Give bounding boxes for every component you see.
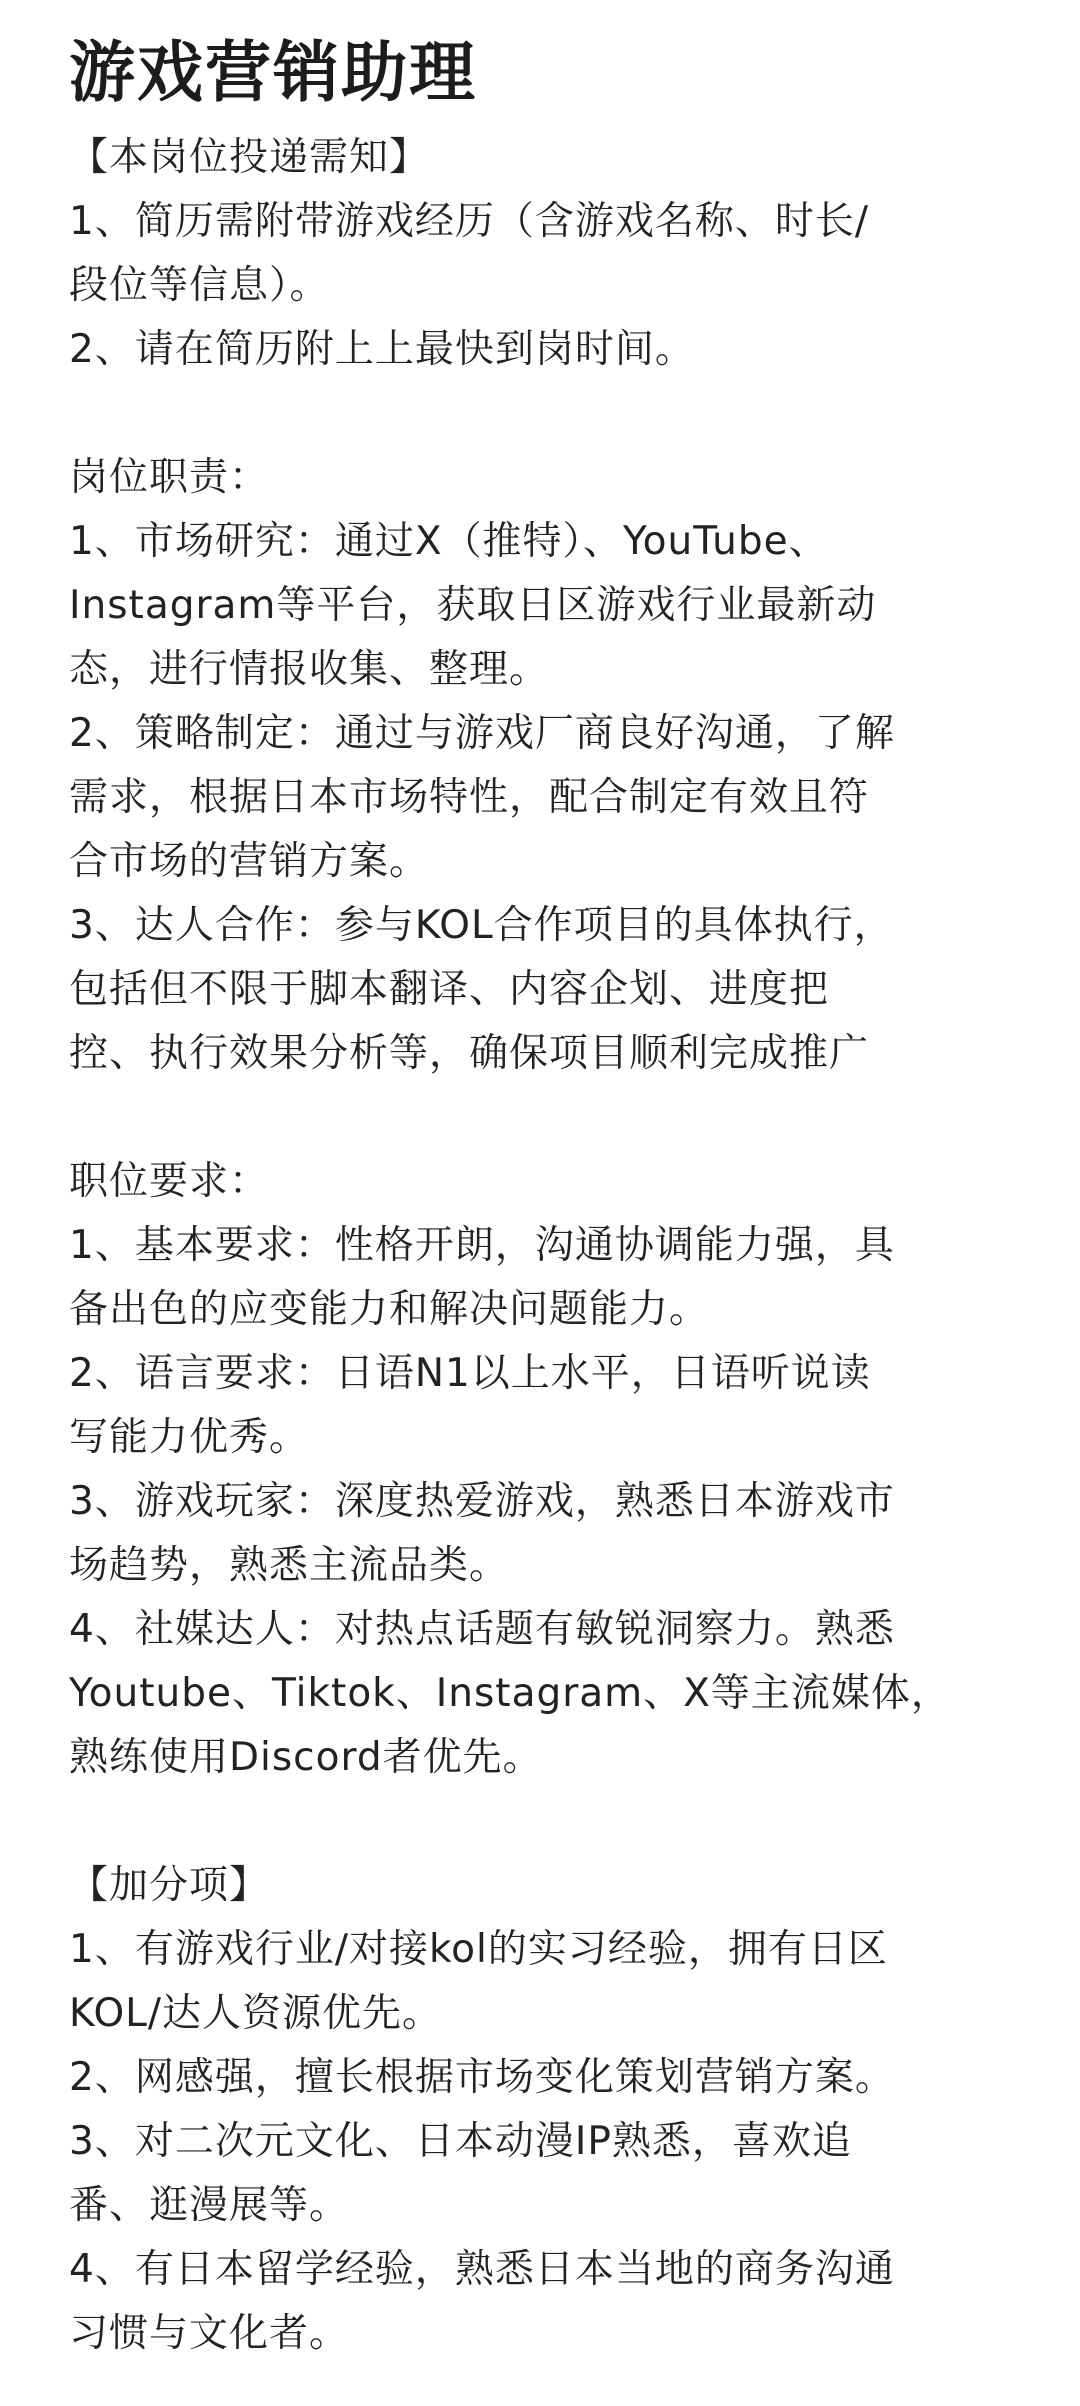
text-line: 习惯与文化者。 — [69, 2311, 350, 2356]
text-line: 控、执行效果分析等，确保项目顺利完成推广 — [69, 1031, 870, 1076]
text-line: 段位等信息）。 — [69, 263, 330, 308]
text-line: 1、市场研究：通过X（推特）、YouTube、 — [69, 519, 829, 564]
text-line: 需求，根据日本市场特性，配合制定有效且符 — [69, 775, 870, 820]
section-heading: 【本岗位投递需知】 — [69, 135, 430, 180]
text-line: 2、请在简历附上上最快到岗时间。 — [69, 327, 695, 372]
text-line: Instagram等平台，获取日区游戏行业最新动 — [69, 583, 877, 628]
text-line: 合市场的营销方案。 — [69, 839, 430, 884]
text-line: 4、社媒达人：对热点话题有敏锐洞察力。熟悉 — [69, 1607, 895, 1652]
text-line: 态，进行情报收集、整理。 — [69, 647, 550, 692]
text-line: 1、基本要求：性格开朗，沟通协调能力强，具 — [69, 1223, 895, 1268]
paragraph-gap — [69, 1790, 1029, 1854]
section-heading: 岗位职责： — [69, 455, 270, 500]
text-line: 3、对二次元文化、日本动漫IP熟悉，喜欢追 — [69, 2119, 852, 2164]
text-line: 4、有日本留学经验，熟悉日本当地的商务沟通 — [69, 2247, 895, 2292]
section-responsibilities — [69, 446, 1029, 1086]
paragraph-gap — [69, 382, 1029, 446]
text-line: 1、简历需附带游戏经历（含游戏名称、时长/ — [69, 199, 869, 244]
text-line: 场趋势，熟悉主流品类。 — [69, 1543, 510, 1588]
section-bonus-points — [69, 1854, 1029, 2366]
page-title: 游戏营销助理 — [69, 34, 477, 111]
text-line: 2、策略制定：通过与游戏厂商良好沟通，了解 — [69, 711, 895, 756]
text-line: 1、有游戏行业/对接kol的实习经验，拥有日区 — [69, 1927, 888, 1972]
section-application-notes — [69, 126, 1029, 382]
text-line: 2、语言要求：日语N1以上水平，日语听说读 — [69, 1351, 871, 1396]
text-line: Youtube、Tiktok、Instagram、X等主流媒体， — [69, 1671, 951, 1716]
text-line: 备出色的应变能力和解决问题能力。 — [69, 1287, 710, 1332]
text-line: 3、游戏玩家：深度热爱游戏，熟悉日本游戏市 — [69, 1479, 895, 1524]
text-line: 包括但不限于脚本翻译、内容企划、进度把 — [69, 967, 830, 1012]
document-page — [69, 28, 1029, 2366]
text-line: 熟练使用Discord者优先。 — [69, 1735, 543, 1780]
section-requirements — [69, 1150, 1029, 1790]
text-line: KOL/达人资源优先。 — [69, 1991, 443, 2036]
section-heading: 【加分项】 — [69, 1863, 270, 1908]
text-line: 写能力优秀。 — [69, 1415, 310, 1460]
section-heading: 职位要求： — [69, 1159, 270, 1204]
paragraph-gap — [69, 1086, 1029, 1150]
text-line: 2、网感强，擅长根据市场变化策划营销方案。 — [69, 2055, 895, 2100]
text-line: 番、逛漫展等。 — [69, 2183, 350, 2228]
text-line: 3、达人合作：参与KOL合作项目的具体执行， — [69, 903, 894, 948]
